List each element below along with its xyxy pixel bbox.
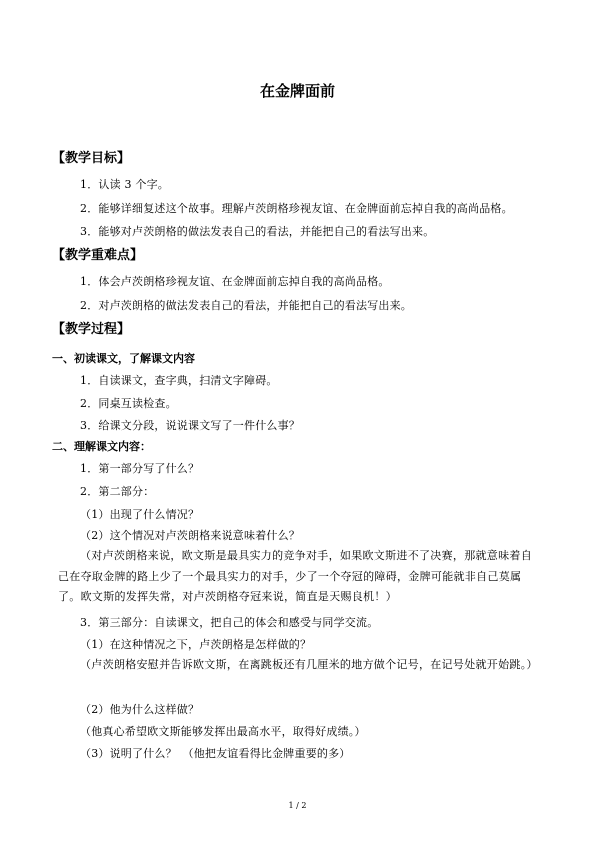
section-heading-process: 【教学过程】 [52,322,131,337]
answer-part3-sub1: （卢茨朗格安慰并告诉欧文斯，在离跳板还有几厘米的地方做个记号，在记号处就开始跳。） [80,658,538,671]
question-part3-sub2: （2）他为什么这样做？ [80,703,200,716]
process-part1-item-2: 2．同桌互读检查。 [80,397,177,410]
key-point-item-1: 1．体会卢茨朗格珍视友谊、在金牌面前忘掉自我的高尚品格。 [80,275,390,288]
question-part2: 2．第二部分： [80,485,155,498]
page-number: 1 / 2 [288,801,307,810]
question-part3-sub3: （3）说明了什么？ （他把友谊看得比金牌重要的多） [80,747,351,760]
goal-item-2: 2．能够详细复述这个故事。理解卢茨朗格珍视友谊、在金牌面前忘掉自我的高尚品格。 [80,202,513,215]
question-part3-sub1: （1）在这种情况之下，卢茨朗格是怎样做的？ [80,638,312,651]
question-part2-sub2: （2）这个情况对卢茨朗格来说意味着什么？ [80,529,300,542]
question-part1: 1．第一部分写了什么？ [80,462,200,475]
goal-item-3: 3．能够对卢茨朗格的做法发表自己的看法，并能把自己的看法写出来。 [80,225,435,238]
answer-part3-sub2: （他真心希望欧文斯能够发挥出最高水平，取得好成绩。） [80,725,366,738]
answer-part2-sub2: （对卢茨朗格来说，欧文斯是最具实力的竞争对手，如果欧文斯进不了决赛，那就意味着自己在夺取金牌的路上少了一个最具实力的对手，少了一个夺冠的障碍，金牌可能就非自己莫属了。欧文斯的发挥失常，对卢茨朗格夺冠来说，简直是天赐良机！） [58,549,532,603]
page-title: 在金牌面前 [259,82,335,100]
key-point-item-2: 2．对卢茨朗格的做法发表自己的看法，并能把自己的看法写出来。 [80,299,412,312]
question-part3: 3．第三部分：自读课文，把自己的体会和感受与同学交流。 [80,616,379,629]
process-part1-item-3: 3．给课文分段，说说课文写了一件什么事？ [80,419,300,432]
process-part1-heading: 一、初读课文，了解课文内容 [52,352,195,365]
goal-item-1: 1．认读 3 个字。 [80,178,169,191]
question-part2-sub1: （1）出现了什么情况？ [80,508,200,521]
process-part2-heading: 二、理解课文内容： [52,440,151,453]
section-heading-key-points: 【教学重难点】 [52,248,144,263]
process-part1-item-1: 1．自读课文，查字典，扫清文字障碍。 [80,374,278,387]
section-heading-goals: 【教学目标】 [52,151,131,166]
